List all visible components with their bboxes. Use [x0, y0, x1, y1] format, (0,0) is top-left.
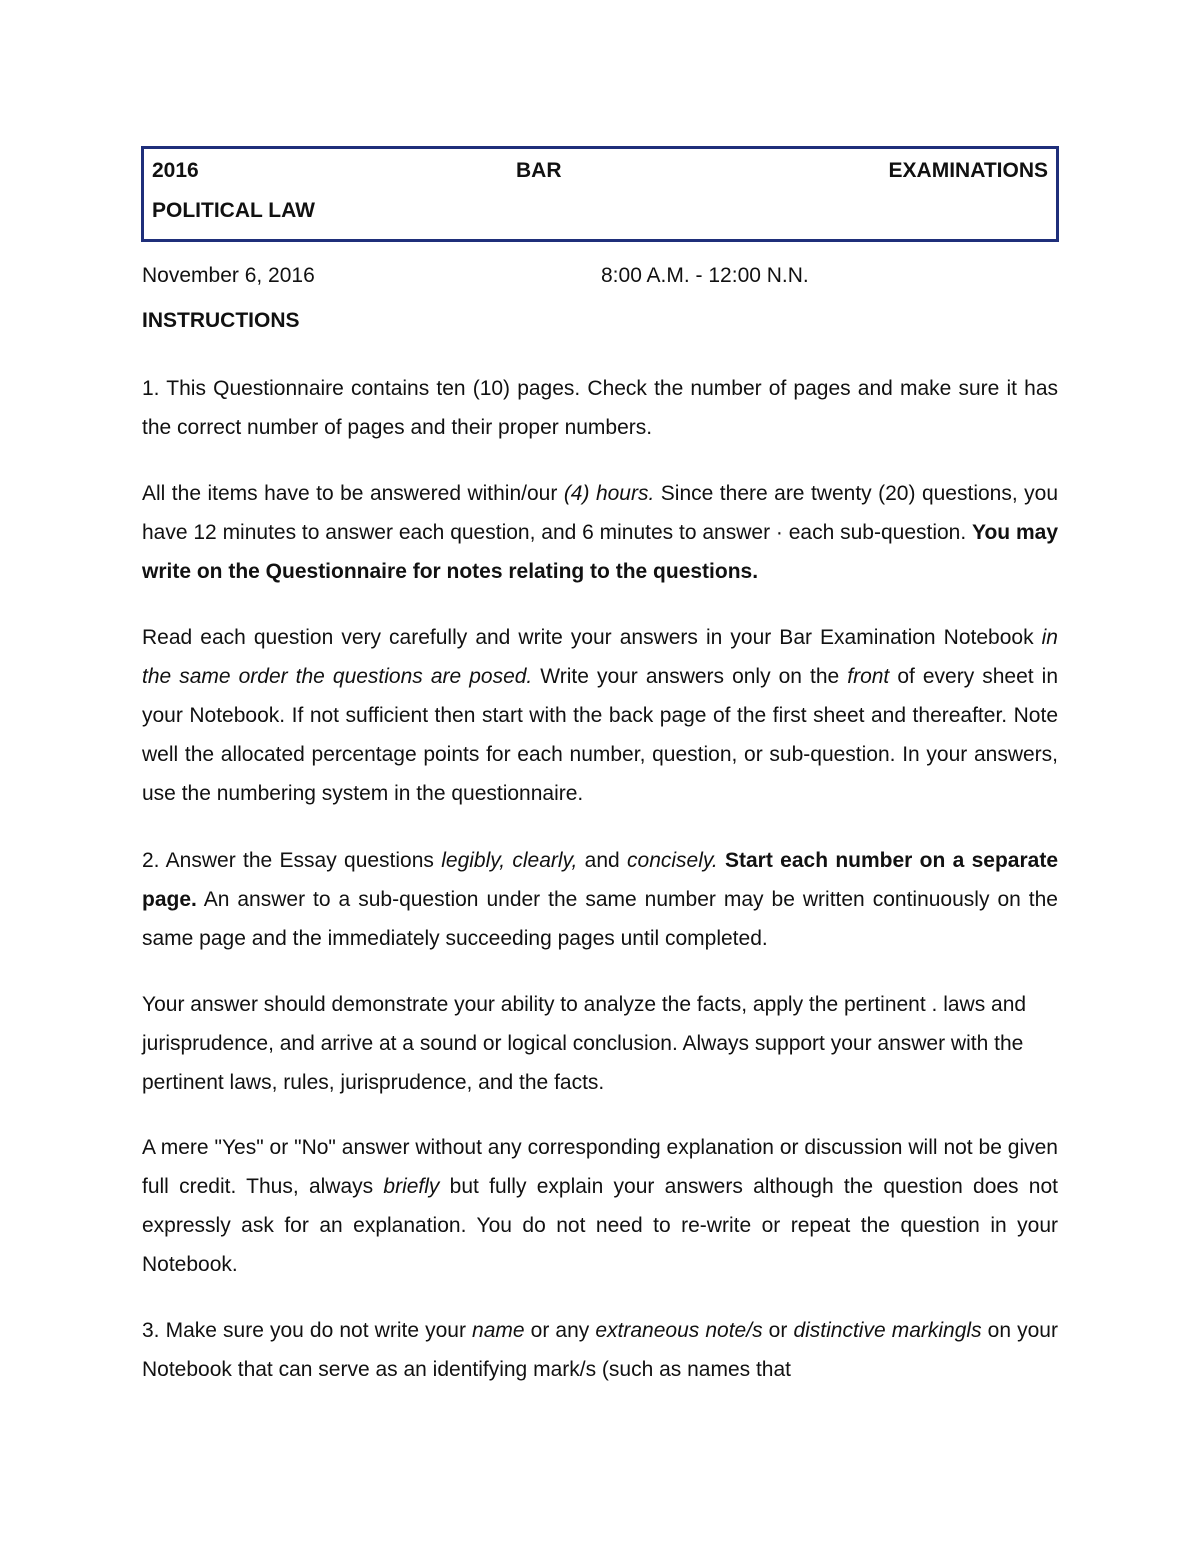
text-run: but fully explain your answers although the question does not expressly ask for an explanation. You do not need to re-write or repeat the question in your Notebook. — [142, 1175, 1059, 1276]
instruction-paragraph-3 — [142, 618, 1058, 813]
instruction-paragraph-5 — [142, 985, 1058, 1102]
text-run: Since there are twenty (20) questions, you have 12 minutes to answer each question, and 6 minutes to answer · each sub-question. — [142, 482, 1059, 544]
text-run: or any — [524, 1319, 596, 1342]
text-run: 1. This Questionnaire contains ten (10) pages. Check the number of pages and make sure it has the correct number of pages and their proper numbers. — [142, 377, 1058, 439]
exam-date: November 6, 2016 — [142, 264, 315, 287]
text-run: An answer to a sub-question under the same number may be written continuously on the same page and the immediately succeeding pages until completed. — [142, 888, 1058, 950]
instruction-paragraph-1 — [142, 369, 1058, 447]
instruction-paragraph-6 — [142, 1128, 1058, 1284]
title-row — [152, 159, 1048, 185]
text-run: A mere "Yes" or "No" answer without any corresponding explanation or discussion will not be given full credit. Thus, always — [142, 1136, 1058, 1198]
italic-text: concisely. — [627, 849, 718, 872]
italic-text: distinctive markingls — [793, 1319, 982, 1342]
text-run: and — [577, 849, 628, 872]
italic-text: front — [847, 665, 890, 688]
bold-text: Start each number on a separate page. — [142, 849, 1059, 911]
text-run: Your answer should demonstrate your ability to analyze the facts, apply the pertinent . laws and jurisprudence, and arrive at a sound or logical conclusion. Always support your answer with the pertinent laws, rules, jurisprudence, and the facts. — [142, 993, 1027, 1094]
italic-text: (4) hours. — [563, 482, 655, 505]
exam-examinations-label: EXAMINATIONS — [888, 159, 1048, 182]
exam-subject: POLITICAL LAW — [152, 199, 315, 222]
text-run: 2. Answer the Essay questions — [142, 849, 442, 872]
exam-bar-label: BAR — [516, 159, 562, 182]
italic-text: clearly, — [512, 849, 578, 872]
title-box — [141, 146, 1059, 242]
instruction-paragraph-4 — [142, 841, 1058, 958]
text-run — [718, 849, 725, 872]
italic-text: in the same order the questions are posed. — [142, 626, 1058, 688]
text-run: on your Notebook that can serve as an identifying mark/s (such as names that — [142, 1319, 1058, 1381]
exam-year: 2016 — [152, 159, 199, 182]
text-run: Write your answers only on the — [532, 665, 848, 688]
text-run: 3. Make sure you do not write your — [142, 1319, 473, 1342]
italic-text: name — [472, 1319, 525, 1342]
text-run: of every sheet in your Notebook. If not sufficient then start with the back page of the first sheet and thereafter. Note well the allocated percentage points for each number, question, or sub-question. In your answers, use the numbering system in the questionnaire. — [142, 665, 1058, 805]
instructions-heading: INSTRUCTIONS — [142, 309, 300, 332]
instruction-paragraph-2 — [142, 474, 1058, 591]
text-run: All the items have to be answered within/our — [142, 482, 564, 505]
bold-text: You may write on the Questionnaire for notes relating to the questions. — [142, 521, 1059, 583]
italic-text: extraneous note/s — [595, 1319, 763, 1342]
text-run: Read each question very carefully and write your answers in your Bar Examination Notebook — [142, 626, 1042, 649]
exam-time: 8:00 A.M. - 12:00 N.N. — [601, 264, 809, 287]
italic-text: briefly — [383, 1175, 440, 1198]
italic-text: legibly, — [441, 849, 506, 872]
instruction-paragraph-7 — [142, 1311, 1058, 1389]
text-run: or — [762, 1319, 794, 1342]
